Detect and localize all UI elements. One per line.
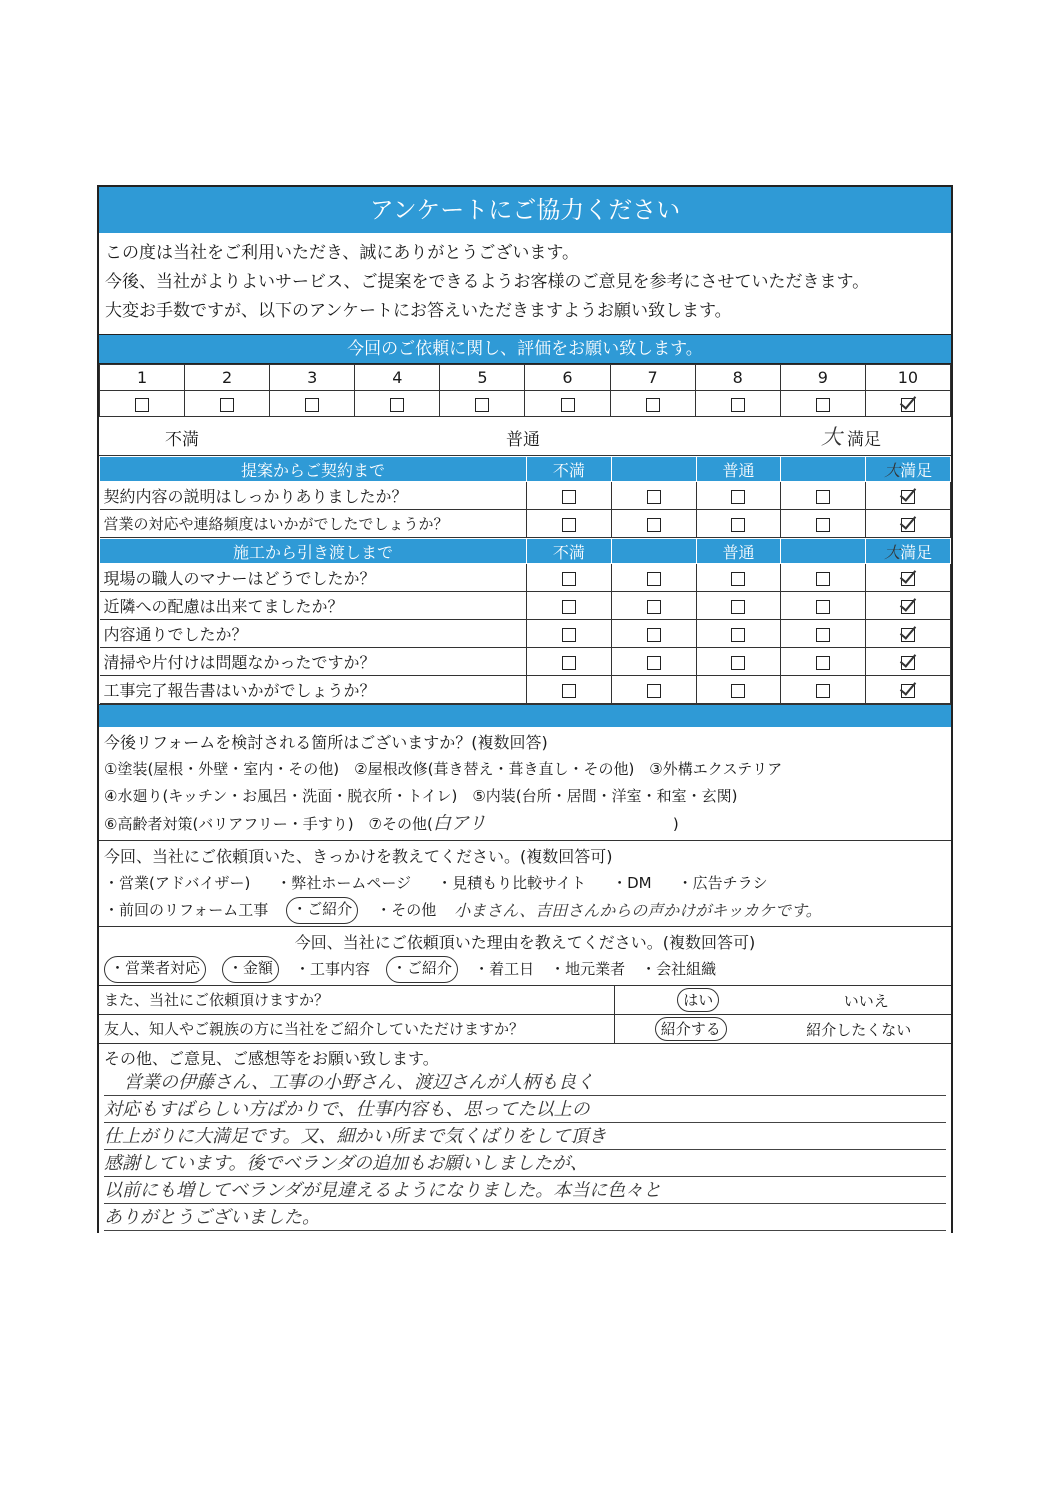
answer-checkbox[interactable]	[562, 600, 576, 614]
question-text: 内容通りでしたか？	[100, 620, 527, 648]
again-no[interactable]: いいえ	[843, 991, 889, 1010]
rating-header: 今回のご依頼に関し、評価をお願い致します。	[99, 334, 951, 364]
col-high: 満足	[900, 460, 933, 480]
section1-header: 提案からご契約まで	[100, 457, 527, 482]
comments-question: その他、ご意見、ご感想等をお願い致します。	[104, 1049, 439, 1068]
answer-checkbox[interactable]	[731, 628, 745, 642]
reform-block	[99, 727, 951, 841]
rating-checkbox-1[interactable]	[135, 398, 149, 412]
answer-checkbox[interactable]	[562, 518, 576, 532]
question-row	[100, 564, 951, 592]
introduce-question: 友人、知人やご親族の方に当社をご紹介していただけますか？	[99, 1015, 615, 1043]
answer-checkbox[interactable]	[816, 490, 830, 504]
col-high-handwritten: 大	[884, 542, 901, 562]
answer-checkbox[interactable]	[816, 600, 830, 614]
answer-checkbox[interactable]	[647, 684, 661, 698]
question-row	[100, 620, 951, 648]
rating-checkbox-5[interactable]	[475, 398, 489, 412]
answer-checkbox[interactable]	[901, 656, 915, 670]
answer-checkbox[interactable]	[731, 656, 745, 670]
trigger-option-circled[interactable]: ・ご紹介	[286, 897, 358, 924]
question-row	[100, 592, 951, 620]
answer-checkbox[interactable]	[647, 628, 661, 642]
trigger-option[interactable]: ・DM	[612, 874, 652, 892]
rating-number: 1	[100, 365, 185, 391]
answer-checkbox[interactable]	[647, 518, 661, 532]
survey-form	[97, 185, 953, 1233]
introduce-no[interactable]: 紹介したくない	[806, 1020, 912, 1039]
answer-checkbox[interactable]	[731, 518, 745, 532]
section1-table	[99, 456, 951, 538]
rating-number: 2	[185, 365, 270, 391]
reason-options	[104, 956, 946, 983]
answer-checkbox[interactable]	[731, 684, 745, 698]
form-title: アンケートにご協力ください	[99, 185, 951, 233]
reform-options-line	[104, 810, 946, 838]
reason-option[interactable]: ・着工日	[474, 960, 535, 978]
again-row	[99, 986, 951, 1015]
reason-option-circled[interactable]: ・営業者対応	[104, 956, 206, 983]
question-text: 現場の職人のマナーはどうでしたか？	[100, 564, 527, 592]
question-text: 近隣への配慮は出来てましたか？	[100, 592, 527, 620]
col-low: 不満	[527, 539, 612, 564]
answer-checkbox[interactable]	[731, 600, 745, 614]
rating-number: 9	[780, 365, 865, 391]
trigger-question: 今回、当社にご依頼頂いた、きっかけを教えてください。(複数回答可)	[104, 847, 613, 866]
section2-header: 施工から引き渡しまで	[100, 539, 527, 564]
trigger-options	[104, 870, 946, 897]
reason-option-circled[interactable]: ・金額	[222, 956, 279, 983]
answer-checkbox[interactable]	[901, 518, 915, 532]
comment-line: 以前にも増してベランダが見違えるようになりました。本当に色々と	[104, 1180, 662, 1201]
trigger-option[interactable]: ・前回のリフォーム工事	[104, 901, 269, 919]
answer-checkbox[interactable]	[562, 656, 576, 670]
reason-option[interactable]: ・地元業者	[550, 960, 626, 978]
reform-other-handwritten: 白アリ	[432, 813, 487, 834]
col-high: 満足	[900, 542, 933, 562]
question-text: 契約内容の説明はしっかりありましたか？	[100, 482, 527, 510]
trigger-option[interactable]: ・見積もり比較サイト	[437, 874, 587, 892]
intro-line: 大変お手数ですが、以下のアンケートにお答えいただきますようお願い致します。	[105, 301, 732, 321]
answer-checkbox[interactable]	[647, 572, 661, 586]
intro-line: この度は当社をご利用いただき、誠にありがとうございます。	[105, 243, 579, 263]
answer-checkbox[interactable]	[731, 490, 745, 504]
answer-checkbox[interactable]	[562, 684, 576, 698]
trigger-options	[104, 897, 946, 924]
rating-scale-labels	[99, 417, 951, 456]
reason-option[interactable]: ・工事内容	[295, 960, 371, 978]
rating-checkbox-7[interactable]	[646, 398, 660, 412]
rating-checkbox-3[interactable]	[305, 398, 319, 412]
comments-block	[99, 1044, 951, 1233]
col-low: 不満	[527, 457, 612, 482]
answer-checkbox[interactable]	[647, 600, 661, 614]
section1-header-row	[100, 457, 951, 482]
rating-checkbox-row	[100, 391, 951, 417]
intro-text	[99, 233, 951, 334]
label-high-handwritten: 大	[821, 425, 842, 449]
trigger-handwritten: 小まさん、吉田さんからの声かけがキッカケです。	[454, 901, 822, 920]
question-text: 営業の対応や連絡頻度はいかがでしたでしょうか？	[100, 510, 527, 538]
again-question: また、当社にご依頼頂けますか？	[99, 986, 615, 1014]
trigger-option[interactable]: ・その他	[376, 901, 437, 919]
reform-other-suffix: )	[672, 815, 679, 833]
reason-block	[99, 927, 951, 986]
label-high: 満足	[847, 430, 881, 450]
rating-checkbox-6[interactable]	[561, 398, 575, 412]
rating-number: 8	[695, 365, 780, 391]
question-row	[100, 482, 951, 510]
intro-line: 今後、当社がよりよいサービス、ご提案をできるようお客様のご意見を参考にさせていただきます。	[105, 272, 870, 292]
answer-checkbox[interactable]	[901, 572, 915, 586]
question-text: 工事完了報告書はいかがでしょうか？	[100, 676, 527, 704]
answer-checkbox[interactable]	[562, 490, 576, 504]
rating-numbers-row	[100, 365, 951, 391]
rating-number: 4	[355, 365, 440, 391]
section2-header-row	[100, 539, 951, 564]
answer-checkbox[interactable]	[816, 656, 830, 670]
label-low: 不満	[165, 430, 199, 450]
reform-other-prefix: ⑥高齢者対策(バリアフリー・手すり) ⑦その他(	[104, 815, 433, 833]
answer-checkbox[interactable]	[816, 684, 830, 698]
trigger-option[interactable]: ・営業(アドバイザー)	[104, 874, 251, 892]
col-mid: 普通	[696, 539, 781, 564]
answer-checkbox[interactable]	[901, 684, 915, 698]
reason-question: 今回、当社にご依頼頂いた理由を教えてください。(複数回答可)	[294, 933, 756, 952]
section2-table	[99, 538, 951, 704]
rating-number: 3	[270, 365, 355, 391]
comment-line: 感謝しています。後でベランダの追加もお願いしましたが、	[104, 1153, 588, 1174]
comments-handwritten	[104, 1069, 946, 1231]
rating-number: 10	[865, 365, 950, 391]
comment-line: 仕上がりに大満足です。又、細かい所まで気くばりをして頂き	[104, 1126, 607, 1147]
question-row	[100, 510, 951, 538]
trigger-option[interactable]: ・弊社ホームページ	[276, 874, 412, 892]
rating-checkbox-8[interactable]	[731, 398, 745, 412]
reason-option[interactable]: ・会社組織	[641, 960, 717, 978]
rating-scale	[99, 364, 951, 417]
rating-checkbox-2[interactable]	[220, 398, 234, 412]
answer-checkbox[interactable]	[901, 628, 915, 642]
rating-number: 7	[610, 365, 695, 391]
comment-line: ありがとうございました。	[104, 1207, 320, 1228]
trigger-option[interactable]: ・広告チラシ	[677, 874, 768, 892]
comment-line: 対応もすばらしい方ばかりで、仕事内容も、思ってた以上の	[104, 1099, 590, 1120]
answer-checkbox[interactable]	[731, 572, 745, 586]
answer-checkbox[interactable]	[816, 518, 830, 532]
rating-checkbox-10[interactable]	[901, 398, 915, 412]
answer-checkbox[interactable]	[647, 656, 661, 670]
rating-checkbox-4[interactable]	[390, 398, 404, 412]
introduce-row	[99, 1015, 951, 1044]
answer-checkbox[interactable]	[816, 572, 830, 586]
comment-line: 営業の伊藤さん、工事の小野さん、渡辺さんが人柄も良く	[124, 1072, 595, 1093]
col-high-handwritten: 大	[884, 460, 901, 480]
reason-option-circled[interactable]: ・ご紹介	[386, 956, 458, 983]
divider-bar	[99, 704, 951, 727]
question-text: 清掃や片付けは問題なかったですか？	[100, 648, 527, 676]
question-row	[100, 648, 951, 676]
answer-checkbox[interactable]	[901, 490, 915, 504]
answer-checkbox[interactable]	[562, 572, 576, 586]
trigger-block	[99, 841, 951, 927]
again-yes-circled[interactable]: はい	[677, 988, 719, 1012]
question-row	[100, 676, 951, 704]
rating-number: 5	[440, 365, 525, 391]
label-mid: 普通	[506, 430, 540, 450]
reform-question: 今後リフォームを検討される箇所はございますか？(複数回答)	[104, 733, 548, 752]
rating-number: 6	[525, 365, 610, 391]
introduce-yes-circled[interactable]: 紹介する	[655, 1017, 727, 1041]
answer-checkbox[interactable]	[647, 490, 661, 504]
answer-checkbox[interactable]	[562, 628, 576, 642]
reform-options-line: ④水廻り(キッチン・お風呂・洗面・脱衣所・トイレ) ⑤内装(台所・居間・洋室・和室・玄関)	[104, 787, 738, 805]
answer-checkbox[interactable]	[816, 628, 830, 642]
rating-checkbox-9[interactable]	[816, 398, 830, 412]
reform-options-line: ①塗装(屋根・外壁・室内・その他) ②屋根改修(葺き替え・葺き直し・その他) ③外構エクステリア	[104, 760, 783, 778]
col-mid: 普通	[696, 457, 781, 482]
answer-checkbox[interactable]	[901, 600, 915, 614]
